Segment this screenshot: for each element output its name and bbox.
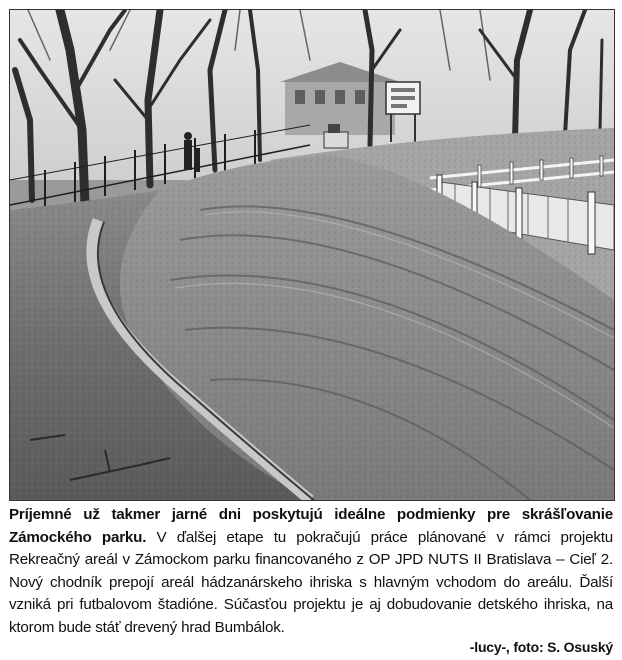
photo-caption [9,504,613,640]
photo-credit: -lucy-, foto: S. Osuský [469,639,613,655]
caption-body: V ďalšej etape tu pokračujú práce plánované v rámci projektu Rekreačný areál v Zámockom parku financovaného z OP JPD NUTS II Bratislava – Cieľ 2. Nový chodník prepojí areál hádzanárskeho ihriska s hlavným vchodom do areálu. Ďalší vzniká pri futbalovom štadióne. Súčasťou projektu je aj dobudovanie detského ihriska, na ktorom bude stáť drevený hrad Bumbálok. [9,528,613,636]
park-path-photo [10,10,614,500]
caption-lead: Príjemné už takmer jarné dni poskytujú ideálne podmienky pre skrášľovanie Zámockého parku. [9,506,613,546]
news-photo [9,9,615,501]
